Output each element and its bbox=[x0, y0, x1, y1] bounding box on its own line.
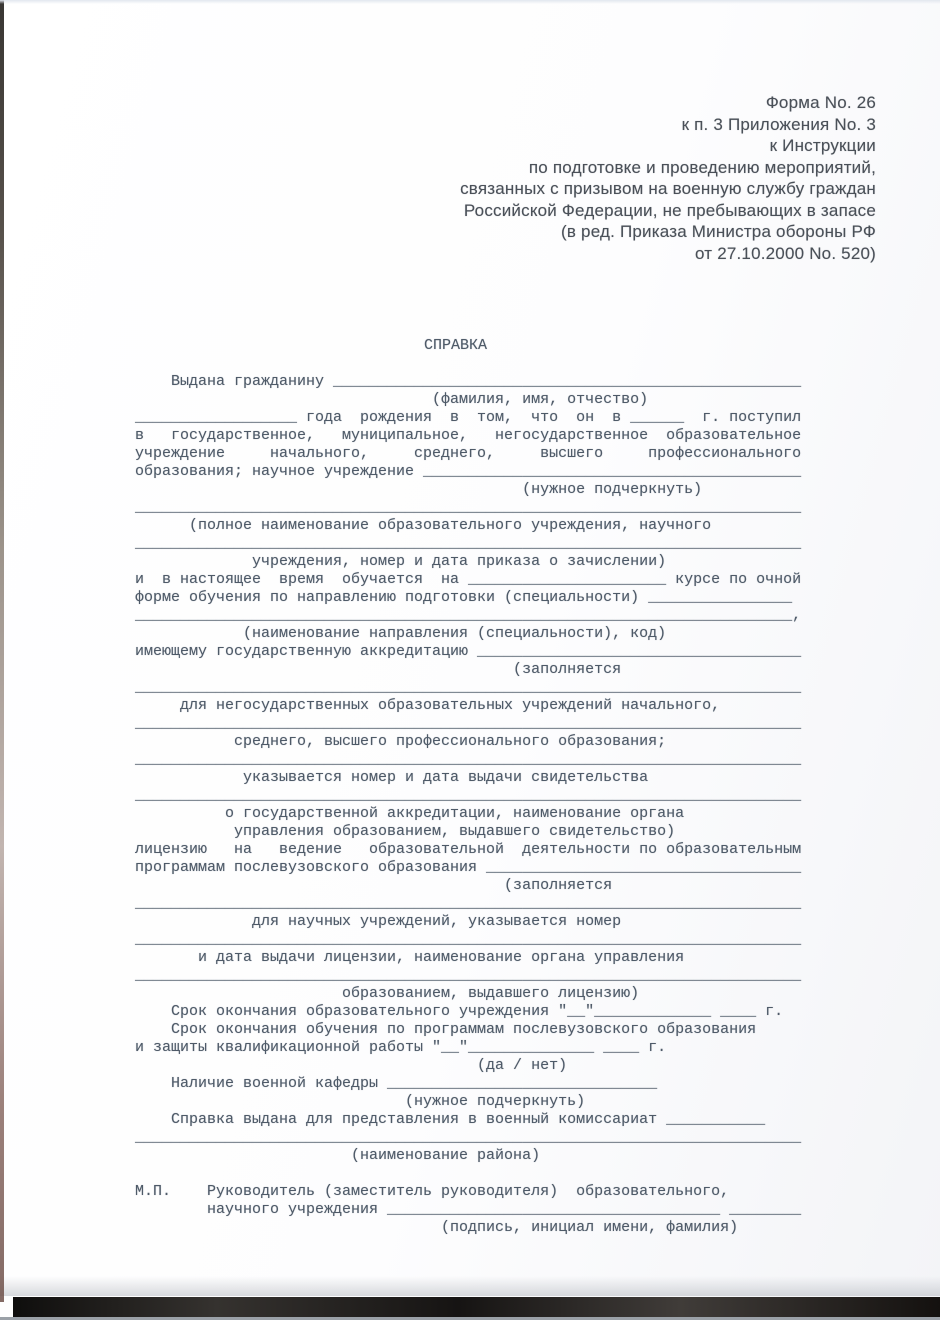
scan-shadow-bottom bbox=[0, 1276, 940, 1296]
form-line: в государственное, муниципальное, негосударственное образовательное bbox=[135, 427, 802, 444]
form-line: образования; научное учреждение __________________________________________ bbox=[135, 463, 802, 480]
form-body bbox=[135, 373, 801, 1237]
form-line: форме обучения по направлению подготовки (специальности) ________________ bbox=[135, 589, 793, 606]
form-line: __________________________________________________________________________ bbox=[135, 931, 802, 948]
form-line: (нужное подчеркнуть) bbox=[135, 481, 703, 498]
scan-edge-top bbox=[0, 0, 940, 4]
form-line: имеющему государственную аккредитацию ____________________________________ bbox=[135, 643, 802, 660]
form-line: и дата выдачи лицензии, наименование органа управления bbox=[135, 949, 685, 966]
form-header bbox=[460, 92, 876, 264]
form-line: (наименование района) bbox=[135, 1147, 541, 1164]
form-line: Срок окончания образовательного учреждения "__"_____________ ____ г. bbox=[135, 1003, 784, 1020]
form-line: __________________________________________________________________________ bbox=[135, 967, 802, 984]
form-line: Наличие военной кафедры ______________________________ bbox=[135, 1075, 658, 1092]
form-line: (наименование направления (специальности), код) bbox=[135, 625, 667, 642]
form-line: (подпись, инициал имени, фамилия) bbox=[135, 1219, 739, 1236]
header-line: связанных с призывом на военную службу граждан bbox=[460, 179, 876, 198]
form-line: __________________ года рождения в том, что он в ______ г. поступил bbox=[135, 409, 802, 426]
header-line: (в ред. Приказа Министра обороны РФ bbox=[561, 222, 876, 241]
header-line: Российской Федерации, не пребывающих в запасе bbox=[463, 200, 876, 220]
form-line: (фамилия, имя, отчество) bbox=[135, 391, 649, 408]
scan-edge-left bbox=[0, 0, 4, 1302]
header-line: Форма No. 26 bbox=[765, 93, 876, 112]
form-line: и в настоящее время обучается на ______________________ курсе по очной bbox=[135, 571, 802, 588]
scan-edge-bottom bbox=[13, 1297, 940, 1317]
form-line: М.П. Руководитель (заместитель руководителя) образовательного, bbox=[135, 1183, 730, 1200]
form-line: о государственной аккредитации, наименование органа bbox=[135, 805, 685, 822]
form-line: и защиты квалификационной работы "__"______________ ____ г. bbox=[135, 1039, 667, 1056]
form-line: (заполняется bbox=[135, 661, 622, 678]
form-line: для негосударственных образовательных учреждений начального, bbox=[135, 697, 721, 714]
form-line: образованием, выдавшего лицензию) bbox=[135, 985, 640, 1002]
header-line: от 27.10.2000 No. 520) bbox=[695, 243, 876, 263]
form-line: __________________________________________________________________________ bbox=[135, 535, 802, 552]
form-title: СПРАВКА bbox=[424, 337, 488, 354]
form-line: учреждение начального, среднего, высшего профессионального bbox=[135, 445, 802, 462]
form-line: Выдана гражданину ____________________________________________________ bbox=[135, 373, 802, 390]
form-line: для научных учреждений, указывается номер bbox=[135, 913, 622, 930]
form-line: указывается номер и дата выдачи свидетельства bbox=[135, 769, 649, 786]
form-line: __________________________________________________________________________ bbox=[135, 751, 802, 768]
form-line: Срок окончания обучения по программам послевузовского образования bbox=[135, 1021, 757, 1038]
form-line: (да / нет) bbox=[135, 1057, 568, 1074]
header-line: к п. 3 Приложения No. 3 bbox=[681, 114, 876, 134]
form-line: Справка выдана для представления в военный комиссариат ___________ bbox=[135, 1111, 766, 1128]
form-line: учреждения, номер и дата приказа о зачислении) bbox=[135, 553, 667, 570]
form-line: __________________________________________________________________________ bbox=[135, 715, 802, 732]
form-line: __________________________________________________________________________ bbox=[135, 499, 802, 516]
form-line: программам послевузовского образования ___________________________________ bbox=[135, 859, 802, 876]
header-line: по подготовке и проведению мероприятий, bbox=[528, 157, 876, 177]
form-line: (нужное подчеркнуть) bbox=[135, 1093, 586, 1110]
header-line: к Инструкции bbox=[769, 136, 876, 155]
form-line: __________________________________________________________________________ bbox=[135, 895, 802, 912]
form-line: (полное наименование образовательного учреждения, научного bbox=[135, 517, 712, 534]
form-line: __________________________________________________________________________ bbox=[135, 679, 802, 696]
form-line: _________________________________________________________________________, bbox=[135, 607, 802, 624]
form-line: среднего, высшего профессионального образования; bbox=[135, 733, 667, 750]
form-line: __________________________________________________________________________ bbox=[135, 787, 802, 804]
form-line: (заполняется bbox=[135, 877, 613, 894]
form-line: лицензию на ведение образовательной деятельности по образовательным bbox=[135, 841, 802, 858]
form-line: __________________________________________________________________________ bbox=[135, 1129, 802, 1146]
form-line bbox=[135, 1165, 801, 1183]
form-line: управления образованием, выдавшего свидетельство) bbox=[135, 823, 676, 840]
form-line: научного учреждения _____________________________________ ________ bbox=[135, 1201, 802, 1218]
